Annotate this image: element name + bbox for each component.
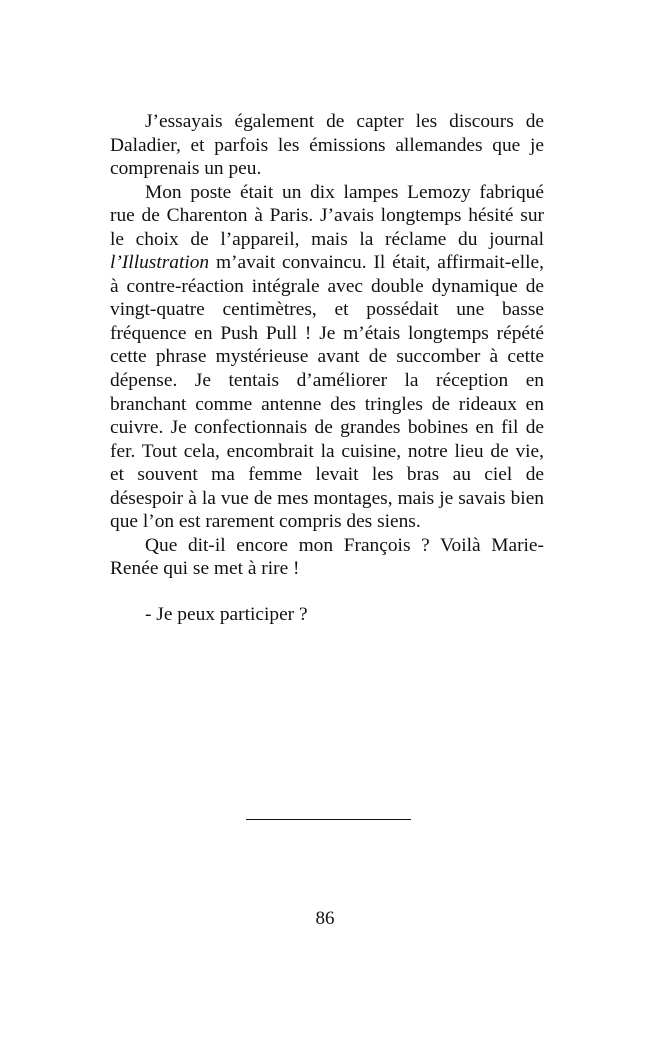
paragraph-2-text-start: Mon poste était un dix lampes Lemozy fabriqué rue de Charenton à Paris. J’avais longtemps hésité sur le choix de l’appareil, mais la réclame du journal <box>110 181 544 250</box>
paragraph-2-text-end: m’avait convaincu. Il était, affirmait-elle, à contre-réaction intégrale avec double dynamique de vingt-quatre centimètres, et possédait une basse fréquence en Push Pull ! Je m’étais longtemps répété cette phrase mystérieuse avant de succomber à cette dépense. Je tentais d’améliorer la réception en branchant comme antenne des tringles de rideaux en cuivre. Je confectionnais de grandes bobines en fil de fer. Tout cela, encombrait la cuisine, notre lieu de vie, et souvent ma femme levait les bras au ciel de désespoir à la vue de mes montages, mais je savais bien que l’on est rarement compris des siens. <box>110 252 544 533</box>
journal-title-italic: l’Illustration <box>110 252 210 274</box>
dialogue-line: - Je peux participer ? <box>145 603 308 625</box>
section-divider-rule <box>246 819 411 820</box>
paragraph-2 <box>110 181 544 534</box>
paragraph-3: Que dit-il encore mon François ? Voilà Marie-Renée qui se met à rire ! <box>110 534 544 580</box>
page-body <box>110 110 544 626</box>
paragraph-1: J’essayais également de capter les discours de Daladier, et parfois les émissions allemandes que je comprenais un peu. <box>110 111 544 180</box>
page-number: 86 <box>315 908 335 929</box>
